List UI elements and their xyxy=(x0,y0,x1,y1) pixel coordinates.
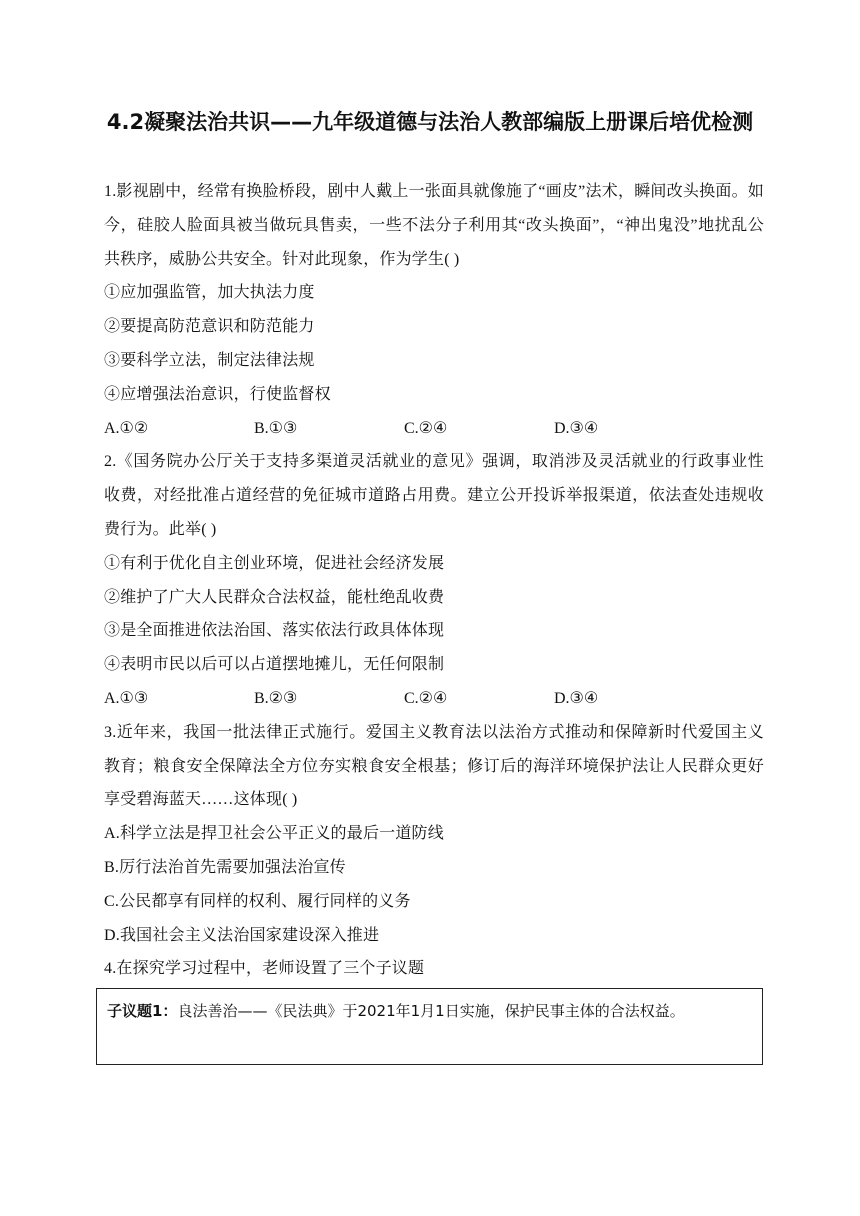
sub-topic-text: 良法善治——《民法典》于2021年1月1日实施，保护民事主体的合法权益。 xyxy=(177,1002,685,1020)
question-list xyxy=(104,175,764,986)
sub-topic-label: 子议题1： xyxy=(107,1002,178,1020)
q1-stem: 1.影视剧中，经常有换脸桥段，剧中人戴上一张面具就像施了“画皮”法术，瞬间改头换面。如今，硅胶人脸面具被当做玩具售卖，一些不法分子利用其“改头换面”，“神出鬼没”地扰乱公共秩序，威胁公共安全。针对此现象，作为学生( ) xyxy=(104,183,764,268)
q2-item-2: ②维护了广大人民群众合法权益，能杜绝乱收费 xyxy=(104,588,445,606)
q2-option-d[interactable]: D.③④ xyxy=(554,689,599,707)
q1-options xyxy=(104,412,764,446)
page-title: 4.2凝聚法治共识——九年级道德与法治人教部编版上册课后培优检测 xyxy=(106,110,754,134)
q2-item-3: ③是全面推进依法治国、落实依法行政具体体现 xyxy=(104,622,445,640)
q1-item-2: ②要提高防范意识和防范能力 xyxy=(104,318,315,336)
q1-option-c[interactable]: C.②④ xyxy=(404,419,448,437)
q3-option-d[interactable]: D.我国社会主义法治国家建设深入推进 xyxy=(104,926,380,944)
q2-stem: 2.《国务院办公厅关于支持多渠道灵活就业的意见》强调，取消涉及灵活就业的行政事业性收费，对经批准占道经营的免征城市道路占用费。建立公开投诉举报渠道，依法查处违规收费行为。此举( ) xyxy=(104,453,764,538)
q1-item-3: ③要科学立法，制定法律法规 xyxy=(104,351,315,369)
q1-option-a[interactable]: A.①② xyxy=(104,419,149,437)
q1-item-1: ①应加强监管，加大执法力度 xyxy=(104,284,315,302)
q3-stem: 3.近年来，我国一批法律正式施行。爱国主义教育法以法治方式推动和保障新时代爱国主义教育；粮食安全保障法全方位夯实粮食安全根基；修订后的海洋环境保护法让人民群众更好享受碧海蓝天……这体现( ) xyxy=(104,723,764,809)
q1-option-b[interactable]: B.①③ xyxy=(254,419,298,437)
q4-stem: 4.在探究学习过程中，老师设置了三个子议题 xyxy=(104,960,425,978)
q1-item-4: ④应增强法治意识，行使监督权 xyxy=(104,385,331,403)
q2-option-a[interactable]: A.①③ xyxy=(104,689,149,707)
q3-option-a[interactable]: A.科学立法是捍卫社会公平正义的最后一道防线 xyxy=(104,825,444,843)
q2-options xyxy=(104,682,764,716)
q3-option-b[interactable]: B.厉行法治首先需要加强法治宣传 xyxy=(104,858,346,876)
q2-option-c[interactable]: C.②④ xyxy=(404,689,448,707)
q2-item-1: ①有利于优化自主创业环境，促进社会经济发展 xyxy=(104,554,445,572)
q2-option-b[interactable]: B.②③ xyxy=(254,689,298,707)
q1-option-d[interactable]: D.③④ xyxy=(554,419,599,437)
sub-topic-box xyxy=(96,988,763,1065)
q2-item-4: ④表明市民以后可以占道摆地摊儿，无任何限制 xyxy=(104,656,445,674)
q3-option-c[interactable]: C.公民都享有同样的权利、履行同样的义务 xyxy=(104,892,411,910)
